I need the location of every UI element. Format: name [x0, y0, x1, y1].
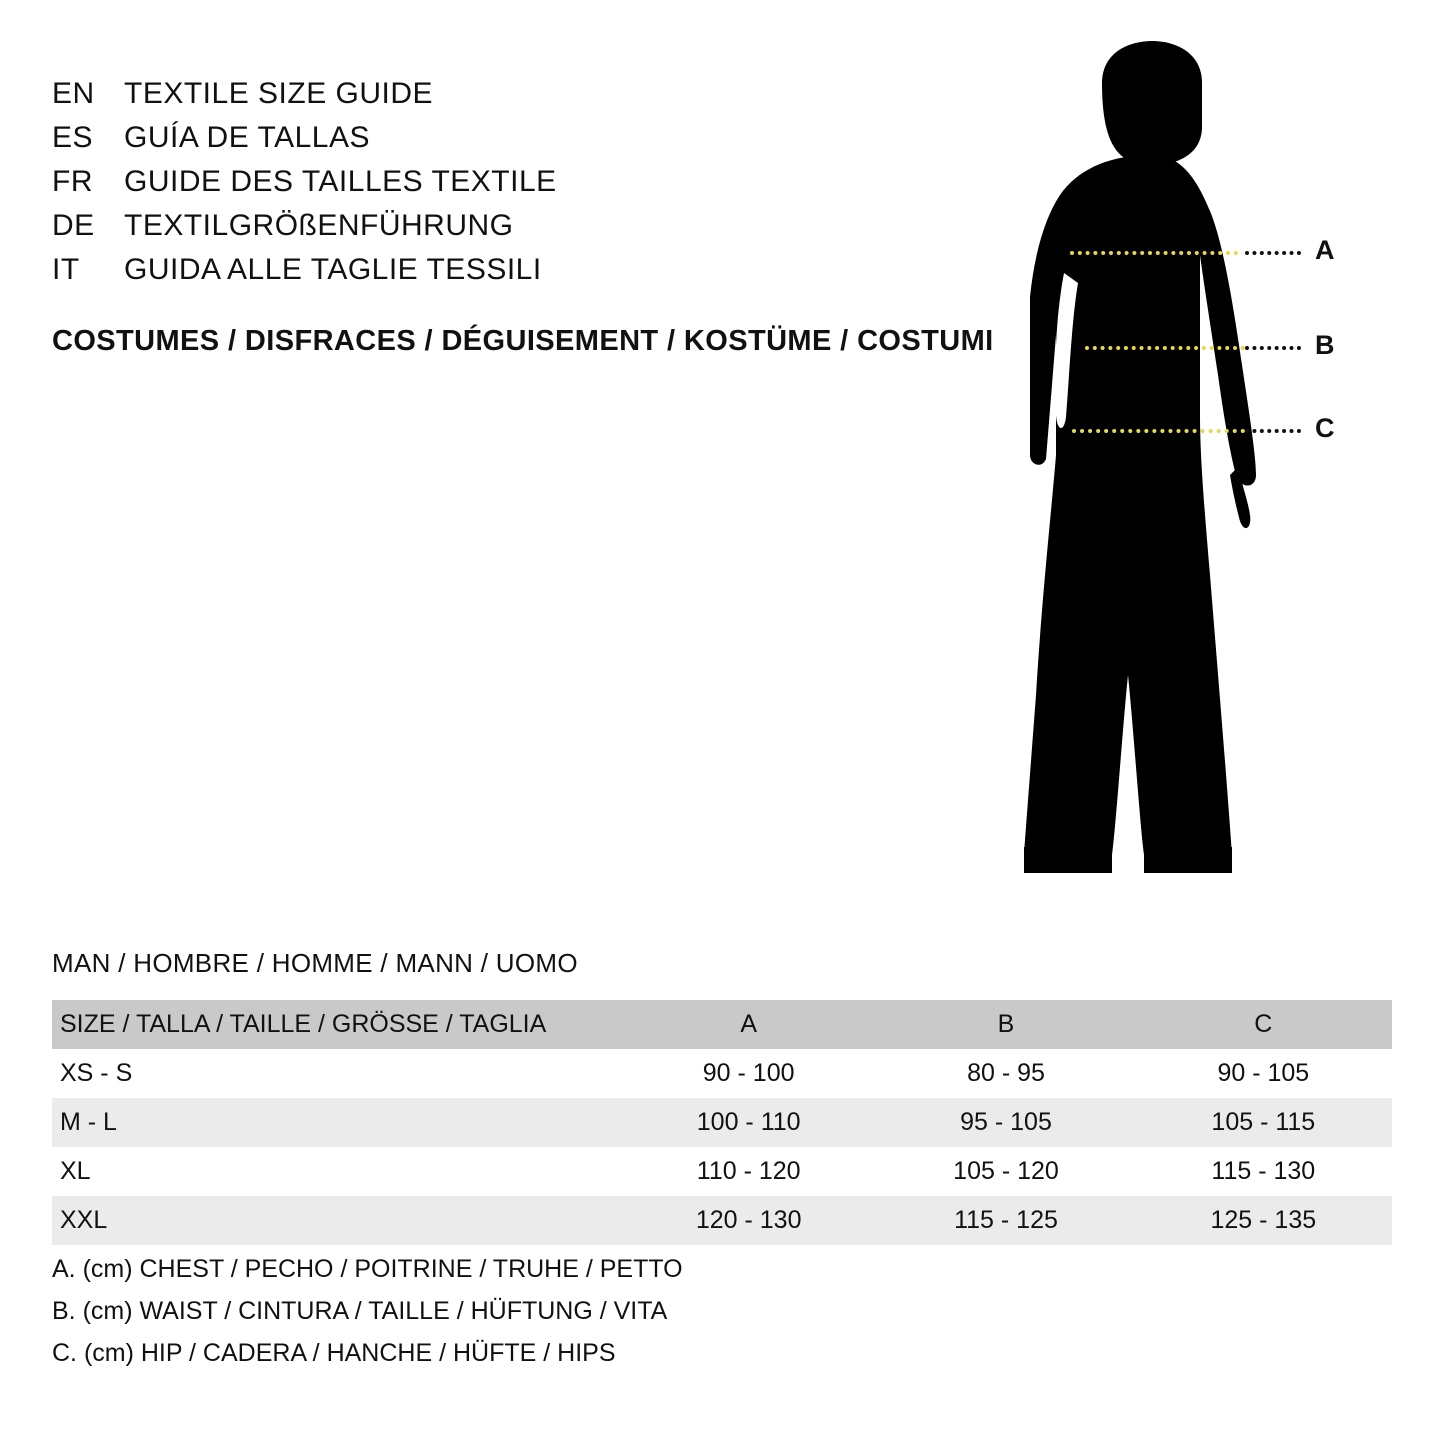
cell-a: 100 - 110 — [696, 1107, 801, 1136]
measure-line-c — [1072, 429, 1245, 433]
language-title: GUIDE DES TAILLES TEXTILE — [124, 165, 557, 198]
language-code: FR — [52, 165, 93, 198]
cell-b: 115 - 125 — [954, 1205, 1058, 1234]
cell-c: 125 - 135 — [1210, 1205, 1317, 1234]
table-row — [52, 1196, 1392, 1245]
language-title: GUÍA DE TALLAS — [124, 121, 370, 154]
cell-c: 90 - 105 — [1217, 1058, 1310, 1087]
size-table — [52, 1000, 1392, 1245]
legend-item-c: C. (cm) HIP / CADERA / HANCHE / HÜFTE / HIPS — [52, 1339, 616, 1367]
silhouette-icon — [960, 35, 1380, 895]
cell-size: XXL — [60, 1205, 108, 1234]
measure-line-b — [1085, 346, 1245, 350]
measure-label-c: C — [1315, 413, 1335, 443]
body-figure — [960, 35, 1380, 895]
category-heading: COSTUMES / DISFRACES / DÉGUISEMENT / KOSTÜME / COSTUMI — [52, 325, 994, 357]
cell-b: 95 - 105 — [960, 1107, 1052, 1136]
measure-label-a: A — [1315, 235, 1335, 265]
table-row — [52, 1049, 1392, 1098]
measure-line-a — [1070, 251, 1238, 255]
language-list — [52, 72, 972, 292]
legend-item-a: A. (cm) CHEST / PECHO / POITRINE / TRUHE / PETTO — [52, 1255, 683, 1283]
table-header-c: C — [1254, 1009, 1273, 1038]
cell-size: M - L — [60, 1107, 117, 1136]
table-header-row — [52, 1000, 1392, 1049]
language-row — [52, 160, 972, 204]
language-code: DE — [52, 209, 95, 242]
cell-b: 105 - 120 — [953, 1156, 1059, 1185]
table-section-title: MAN / HOMBRE / HOMME / MANN / UOMO — [52, 948, 578, 978]
measure-label-b: B — [1315, 330, 1335, 360]
table-header-size: SIZE / TALLA / TAILLE / GRÖSSE / TAGLIA — [60, 1009, 547, 1038]
cell-a: 110 - 120 — [696, 1156, 801, 1185]
legend-item-b: B. (cm) WAIST / CINTURA / TAILLE / HÜFTUNG / VITA — [52, 1297, 668, 1325]
measure-leader-a — [1245, 251, 1301, 255]
language-title: TEXTILGRÖßENFÜHRUNG — [124, 209, 514, 242]
language-row — [52, 72, 972, 116]
language-code: ES — [52, 121, 94, 154]
language-title: TEXTILE SIZE GUIDE — [124, 77, 434, 110]
table-row — [52, 1098, 1392, 1147]
measure-leader-c — [1245, 429, 1301, 433]
table-row — [52, 1147, 1392, 1196]
measurement-legend — [52, 1248, 683, 1374]
cell-size: XL — [60, 1156, 91, 1185]
language-row — [52, 116, 972, 160]
language-row — [52, 204, 972, 248]
table-header-b: B — [997, 1009, 1015, 1038]
cell-b: 80 - 95 — [967, 1058, 1045, 1087]
cell-a: 90 - 100 — [702, 1058, 795, 1087]
cell-c: 105 - 115 — [1211, 1107, 1316, 1136]
language-title: GUIDA ALLE TAGLIE TESSILI — [124, 253, 542, 286]
table-header-a: A — [740, 1009, 757, 1038]
language-row — [52, 248, 972, 292]
cell-size: XS - S — [60, 1058, 133, 1087]
measure-leader-b — [1245, 346, 1301, 350]
cell-a: 120 - 130 — [695, 1205, 802, 1234]
cell-c: 115 - 130 — [1211, 1156, 1316, 1185]
language-code: EN — [52, 77, 95, 110]
language-code: IT — [52, 253, 80, 286]
